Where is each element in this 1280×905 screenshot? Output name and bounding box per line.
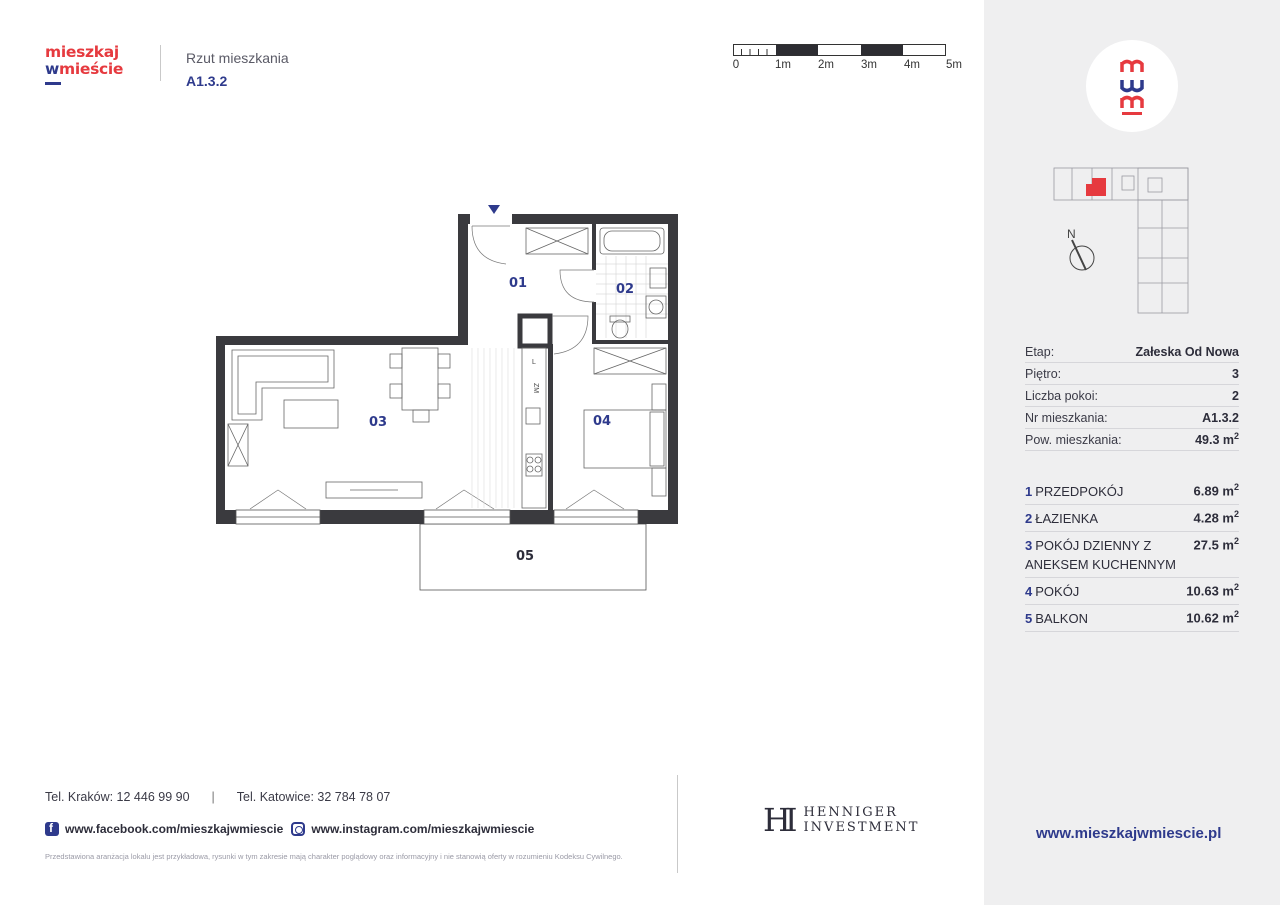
room-row: [1025, 505, 1239, 532]
info-label: Etap:: [1025, 344, 1055, 359]
info-label: Pow. mieszkania:: [1025, 432, 1122, 447]
plan-code: A1.3.2: [186, 73, 228, 89]
developer-name-line2: INVESTMENT: [803, 820, 920, 835]
instagram-icon: [291, 822, 305, 836]
phone-krakow[interactable]: Tel. Kraków: 12 446 99 90: [45, 790, 190, 804]
facebook-icon: [45, 822, 59, 836]
side-panel: [984, 0, 1280, 905]
header-divider: [160, 45, 161, 81]
scale-bar: [732, 44, 962, 74]
scale-label: 1m: [775, 59, 791, 71]
room-list-number: 5: [1025, 611, 1033, 626]
room-area: 6.89 $m^2$: [1193, 482, 1239, 499]
room-row: [1025, 605, 1239, 632]
scale-label: 3m: [861, 59, 877, 71]
room-area: 10.62 $m^2$: [1186, 609, 1239, 626]
compass-label: N: [1067, 227, 1076, 241]
info-value: A1.3.2: [1202, 410, 1239, 425]
footer-divider: [677, 775, 678, 873]
brand-badge-icon: [1086, 40, 1178, 132]
logo-underline: [45, 82, 61, 85]
floor-plan: [210, 198, 700, 598]
room-name: POKÓJ DZIENNY Z ANEKSEM KUCHENNYM: [1025, 538, 1176, 572]
brand-badge: [1086, 40, 1178, 132]
compass-icon: [1070, 246, 1094, 270]
social-links: [45, 822, 534, 836]
info-label: Nr mieszkania:: [1025, 410, 1108, 425]
floor-plan-drawing: [210, 198, 700, 598]
info-row: [1025, 407, 1239, 429]
info-row: [1025, 363, 1239, 385]
info-value: 3: [1232, 366, 1239, 381]
room-row: [1025, 478, 1239, 505]
room-area: 27.5 $m^2$: [1193, 536, 1239, 553]
developer-monogram: HI: [763, 801, 792, 839]
logo-line-2: [45, 61, 145, 78]
plan-label: Rzut mieszkania: [186, 50, 289, 66]
room-row: [1025, 532, 1239, 578]
disclaimer: Przedstawiona aranżacja lokalu jest przykładowa, rysunki w tym zakresie mają charakter poglądowy oraz informacyjny i nie stanowią oferty w rozumieniu Kodeksu Cywilnego.: [45, 852, 623, 861]
phone-katowice[interactable]: Tel. Katowice: 32 784 78 07: [236, 790, 391, 804]
info-value: 49.3 $m^2$: [1195, 431, 1239, 448]
dishwasher-label: ZM: [532, 382, 539, 394]
building-key-plan: [1052, 158, 1192, 318]
info-row: [1025, 385, 1239, 407]
logo-miescie: mieście: [59, 60, 124, 78]
instagram-link[interactable]: www.instagram.com/mieszkajwmiescie: [311, 822, 535, 836]
fridge-label: L: [532, 359, 536, 366]
scale-label: 0: [732, 59, 740, 71]
room-number: 04: [592, 414, 612, 429]
info-row: [1025, 341, 1239, 363]
room-list-number: 2: [1025, 511, 1033, 526]
scale-label: 4m: [904, 59, 920, 71]
entrance-arrow-icon: [488, 205, 500, 214]
website-link[interactable]: www.mieszkajwmiescie.pl: [1036, 825, 1222, 842]
room-name: POKÓJ: [1035, 584, 1080, 599]
room-number: 05: [515, 549, 535, 564]
logo-line-1: mieszkaj: [45, 43, 119, 61]
room-name: BALKON: [1035, 611, 1088, 626]
info-row: [1025, 429, 1239, 451]
room-area: 4.28 $m^2$: [1193, 509, 1239, 526]
facebook-link[interactable]: www.facebook.com/mieszkajwmiescie: [65, 822, 284, 836]
room-name: PRZEDPOKÓJ: [1035, 484, 1124, 499]
info-label: Piętro:: [1025, 366, 1062, 381]
room-list-number: 1: [1025, 484, 1033, 499]
info-value: Załeska Od Nowa: [1135, 344, 1239, 359]
scale-bar-graphic: [733, 44, 953, 58]
room-list-number: 4: [1025, 584, 1033, 599]
developer-name-line1: HENNIGER: [803, 805, 898, 820]
brand-logo[interactable]: [45, 44, 145, 85]
scale-label: 5m: [946, 59, 962, 71]
contact-separator: |: [211, 790, 215, 804]
info-label: Liczba pokoi:: [1025, 388, 1098, 403]
apartment-info: [1025, 341, 1239, 451]
room-area: 10.63 $m^2$: [1186, 582, 1239, 599]
room-list: [1025, 478, 1239, 632]
room-list-number: 3: [1025, 538, 1033, 553]
room-number: 01: [508, 276, 528, 291]
room-number: 02: [615, 282, 635, 297]
logo-w: w: [45, 60, 60, 78]
scale-label: 2m: [818, 59, 834, 71]
info-value: 2: [1232, 388, 1239, 403]
room-name: ŁAZIENKA: [1035, 511, 1099, 526]
footer-contacts: [45, 790, 390, 804]
room-row: [1025, 578, 1239, 605]
room-number: 03: [368, 415, 388, 430]
developer-logo[interactable]: [763, 803, 919, 837]
key-plan-drawing: [1052, 158, 1192, 318]
